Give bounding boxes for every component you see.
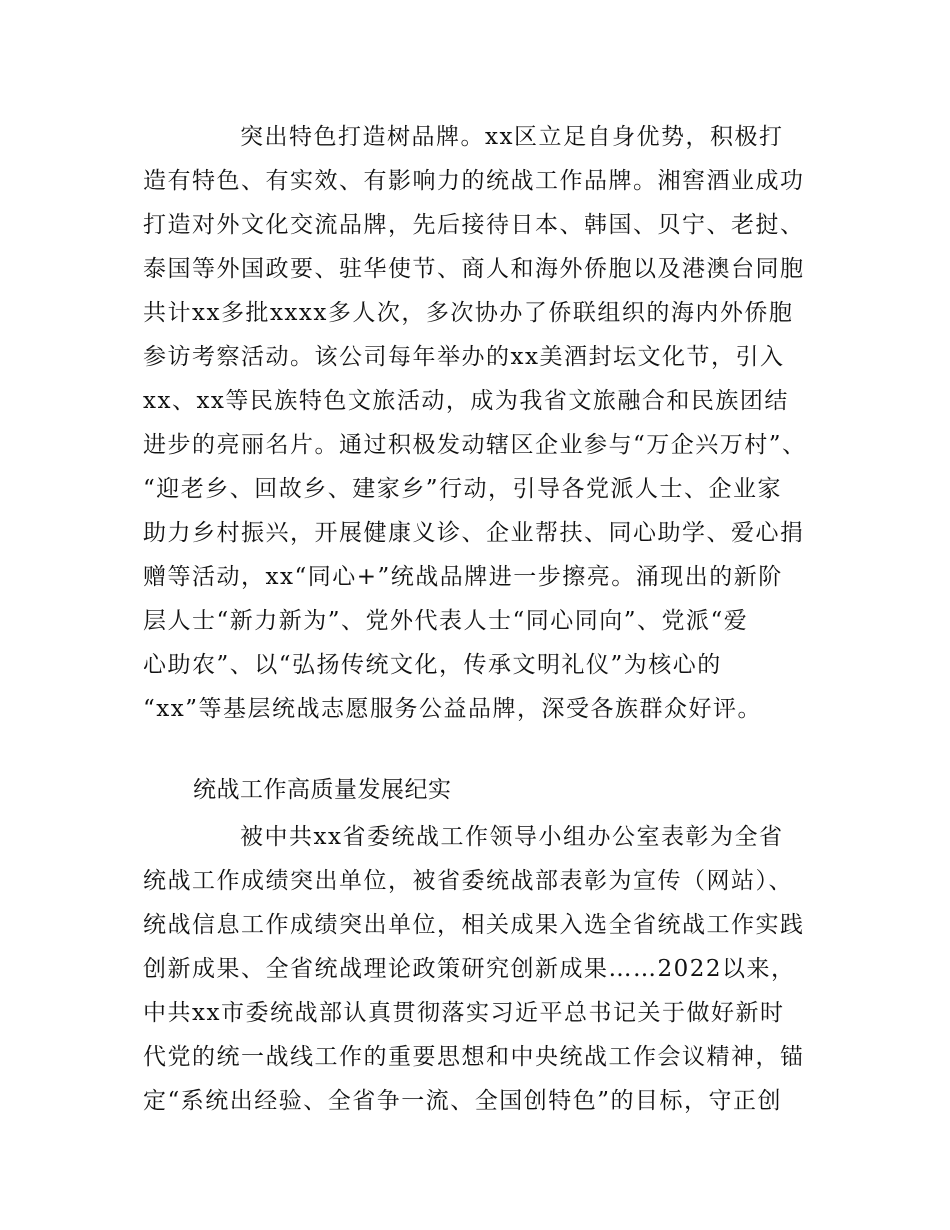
paragraph-1-line-13: 心助农”、以“弘扬传统文化，传承文明礼仪”为核心的	[143, 652, 722, 678]
paragraph-2-line-7: 定“系统出经验、全省争一流、全国创特色”的目标，守正创	[143, 1088, 783, 1114]
paragraph-2-line-6: 代党的统一战线工作的重要思想和中央统战工作会议精神，锚	[143, 1044, 805, 1070]
paragraph-2-line-2: 统战工作成绩突出单位，被省委统战部表彰为宣传（网站）、	[143, 868, 793, 894]
paragraph-1-line-14: “xx”等基层统战志愿服务公益品牌，深受各族群众好评。	[143, 696, 762, 722]
paragraph-1-line-7: xx、xx等民族特色文旅活动，成为我省文旅融合和民族团结	[143, 388, 789, 414]
paragraph-1-line-6: 参访考察活动。该公司每年举办的xx美酒封坛文化节，引入	[143, 344, 785, 370]
paragraph-2-line-4: 创新成果、全省统战理论政策研究创新成果……2022以来，	[143, 956, 796, 982]
paragraph-1-line-3: 打造对外文化交流品牌，先后接待日本、韩国、贝宁、老挝、	[143, 212, 805, 238]
paragraph-1-line-1: 突出特色打造树品牌。xx区立足自身优势，积极打	[240, 124, 784, 150]
paragraph-1-line-4: 泰国等外国政要、驻华使节、商人和海外侨胞以及港澳台同胞	[143, 256, 805, 282]
paragraph-1-line-5: 共计xx多批xxxx多人次，多次协办了侨联组织的海内外侨胞	[143, 300, 794, 326]
paragraph-1-line-2: 造有特色、有实效、有影响力的统战工作品牌。湘窖酒业成功	[143, 168, 805, 194]
paragraph-1-line-12: 层人士“新力新为”、党外代表人士“同心同向”、党派“爱	[143, 608, 749, 634]
paragraph-1-line-8: 进步的亮丽名片。通过积极发动辖区企业参与“万企兴万村”、	[143, 432, 807, 458]
paragraph-2-line-3: 统战信息工作成绩突出单位，相关成果入选全省统战工作实践	[143, 912, 805, 938]
paragraph-1-line-10: 助力乡村振兴，开展健康义诊、企业帮扶、同心助学、爱心捐	[143, 520, 805, 546]
paragraph-1-line-9: “迎老乡、回故乡、建家乡”行动，引导各党派人士、企业家	[143, 476, 783, 502]
paragraph-2-line-1: 被中共xx省委统战工作领导小组办公室表彰为全省	[240, 824, 784, 850]
paragraph-2-line-5: 中共xx市委统战部认真贯彻落实习近平总书记关于做好新时	[143, 1000, 785, 1026]
section-heading: 统战工作高质量发展纪实	[193, 777, 452, 803]
paragraph-1-line-11: 赠等活动，xx“同心+”统战品牌进一步擦亮。涌现出的新阶	[143, 564, 783, 590]
